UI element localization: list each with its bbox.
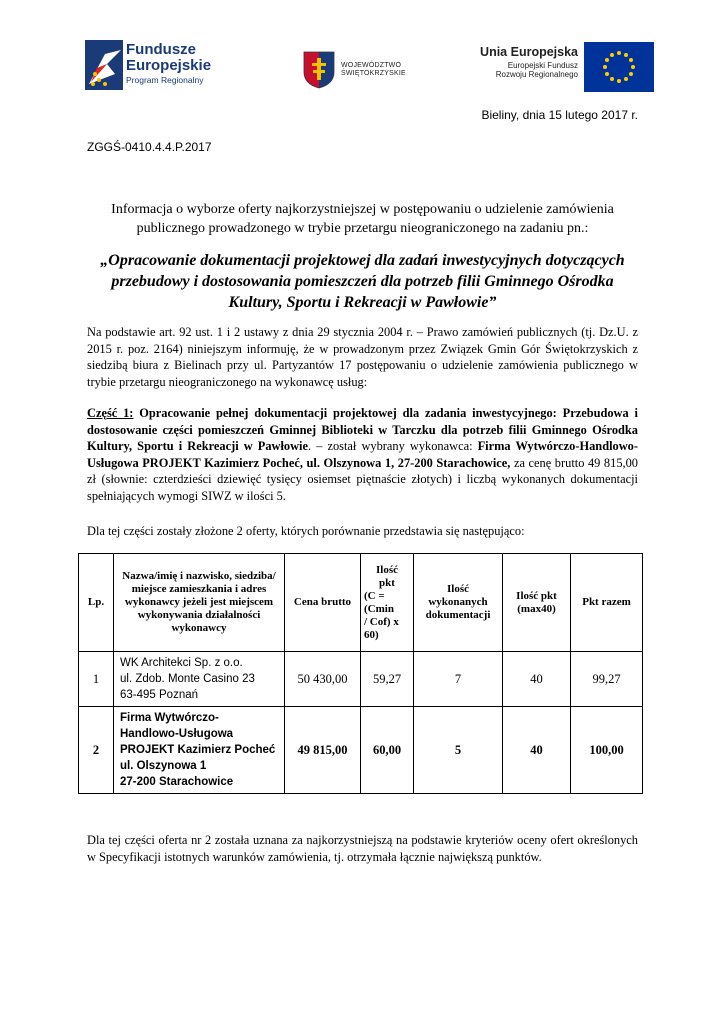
cell-name [114,652,285,707]
header-points-docs: Ilość pkt (max40) [503,554,571,652]
part-end-text: za cenę brutto 49 815,00 zł (słownie: czterdzieści dziewięć tysięcy osiemset piętnaście złotych) i liczbą wykonanych dokumentacji spełniających wymogi SIWZ w ilości 5. [87,455,638,503]
cell-lp: 2 [79,707,114,794]
logo-fe-line2: Europejskie [126,57,212,74]
cell-name-line: ul. Olszynowa 1 [120,760,207,772]
cell-total: 100,00 [571,707,643,794]
header-points-price-line1: Ilość [376,563,398,576]
header-points-price [361,554,414,652]
cell-points-price: 59,27 [361,652,414,707]
cell-docs: 7 [414,652,503,707]
part-mid-text: . – został wybrany wykonawca: [308,439,478,454]
header-points-price-line4: (Cmin [364,602,394,615]
table-row [79,707,643,794]
header-docs: Ilość wykonanych dokumentacji [414,554,503,652]
conclusion-paragraph: Dla tej części oferta nr 2 została uznana za najkorzystniejszą na podstawie kryteriów oceny ofert określonych w Specyfikacji istotnych warunków zamówienia, tj. otrzymała łącznie największą punktów. [87,833,638,864]
cell-points-price: 60,00 [361,707,414,794]
table-header-row [79,554,643,652]
logo-sw-line2: ŚWIĘTOKRZYSKIE [341,69,406,77]
header-price: Cena brutto [285,554,361,652]
cell-total: 99,27 [571,652,643,707]
offers-comparison-table [78,553,643,794]
header-name: Nazwa/imię i nazwisko, siedziba/ miejsce zamieszkania i adres wykonawcy jeżeli jest miejscem wykonywania działalności wykonawcy [114,554,285,652]
logo-unia-europejska [478,42,653,94]
logo-fe-line1: Fundusze [126,41,196,58]
part-title: Opracowanie pełnej dokumentacji projektowej dla zadania inwestycyjnego: Przebudowa i dostosowanie części pomieszczeń Gminnej Biblioteki w Tarczku dla potrzeb filii Gminnego Ośrodka Kultury, Sportu i Rekreacji w Pawłowie [87,406,638,454]
legal-basis-paragraph: Na podstawie art. 92 ust. 1 i 2 ustawy z dnia 29 stycznia 2004 r. – Prawo zamówień publicznych (tj. Dz.U. z 2015 r. poz. 2164) niniejszym informuję, że w prowadzonym przez Związek Gmin Gór Świętokrzyskich z siedzibą biura z Bielinach przy ul. Partyzantów 17 postępowaniu o udzielenie zamówienia publicznego w trybie przetargu nieograniczonego na wykonawcę usług: [87,325,638,389]
cell-points-docs: 40 [503,707,571,794]
table-row [79,652,643,707]
cell-price: 50 430,00 [285,652,361,707]
cell-points-docs: 40 [503,652,571,707]
logo-sw-line1: WOJEWÓDZTWO [341,62,402,69]
part-label: Część 1: [87,406,134,420]
logo-ue-line2: Europejski Fundusz [507,60,578,70]
document-title: „Opracowanie dokumentacji projektowej dla zadań inwestycyjnych dotyczących przebudowy i dostosowania pomieszczeń dla potrzeb filii Gminnego Ośrodka Kultury, Sportu i Rekreacji w Pawłowie” [100,252,625,311]
intro-text: Informacja o wyborze oferty najkorzystniejszej w postępowaniu o udzielenie zamówienia publicznego prowadzonego w trybie przetargu nieograniczonego na zadaniu pn.: [111,202,614,236]
cell-name-line: ul. Zdob. Monte Casino 23 [120,673,255,685]
cell-name-line: Firma Wytwórczo- [120,712,219,724]
cell-name-line: 63-495 Poznań [120,689,199,701]
cell-name-line: Handlowo-Usługowa [120,728,234,740]
coat-of-arms-icon [302,50,336,90]
header-points-price-line2: pkt [379,576,395,589]
cell-name-line: PROJEKT Kazimierz Pocheć [120,744,276,756]
offers-summary-paragraph: Dla tej części zostały złożone 2 oferty, których porównanie przedstawia się następująco: [87,524,525,538]
place-and-date: Bieliny, dnia 15 lutego 2017 r. [481,108,638,122]
header-points-price-line6: 60) [364,628,379,641]
cell-name [114,707,285,794]
logo-ue-line1: Unia Europejska [480,45,578,59]
cell-docs: 5 [414,707,503,794]
cell-name-line: WK Architekci Sp. z o.o. [120,657,243,669]
part-1-paragraph [87,405,638,505]
logo-fundusze-europejskie [85,40,245,92]
eu-flag-icon [584,42,654,92]
winner-name: Firma Wytwórczo-Handlowo-Usługowa PROJEKT Kazimierz Pocheć, ul. Olszynowa 1, 27-200 Starachowice, [87,439,638,470]
header-total: Pkt razem [571,554,643,652]
cell-price: 49 815,00 [285,707,361,794]
fundusze-europejskie-flag-icon [85,40,123,90]
cell-lp: 1 [79,652,114,707]
header-lp: Lp. [79,554,114,652]
header-points-price-line5: / Cof) x [364,615,399,628]
logo-ue-line3: Rozwoju Regionalnego [495,69,578,79]
reference-number: ZGGŚ-0410.4.4.P.2017 [87,140,212,154]
logo-wojewodztwo-swietokrzyskie [302,50,422,90]
cell-name-line: 27-200 Starachowice [120,776,234,788]
header-points-price-line3: (C = [364,589,385,602]
logo-fe-line3: Program Regionalny [126,75,204,85]
